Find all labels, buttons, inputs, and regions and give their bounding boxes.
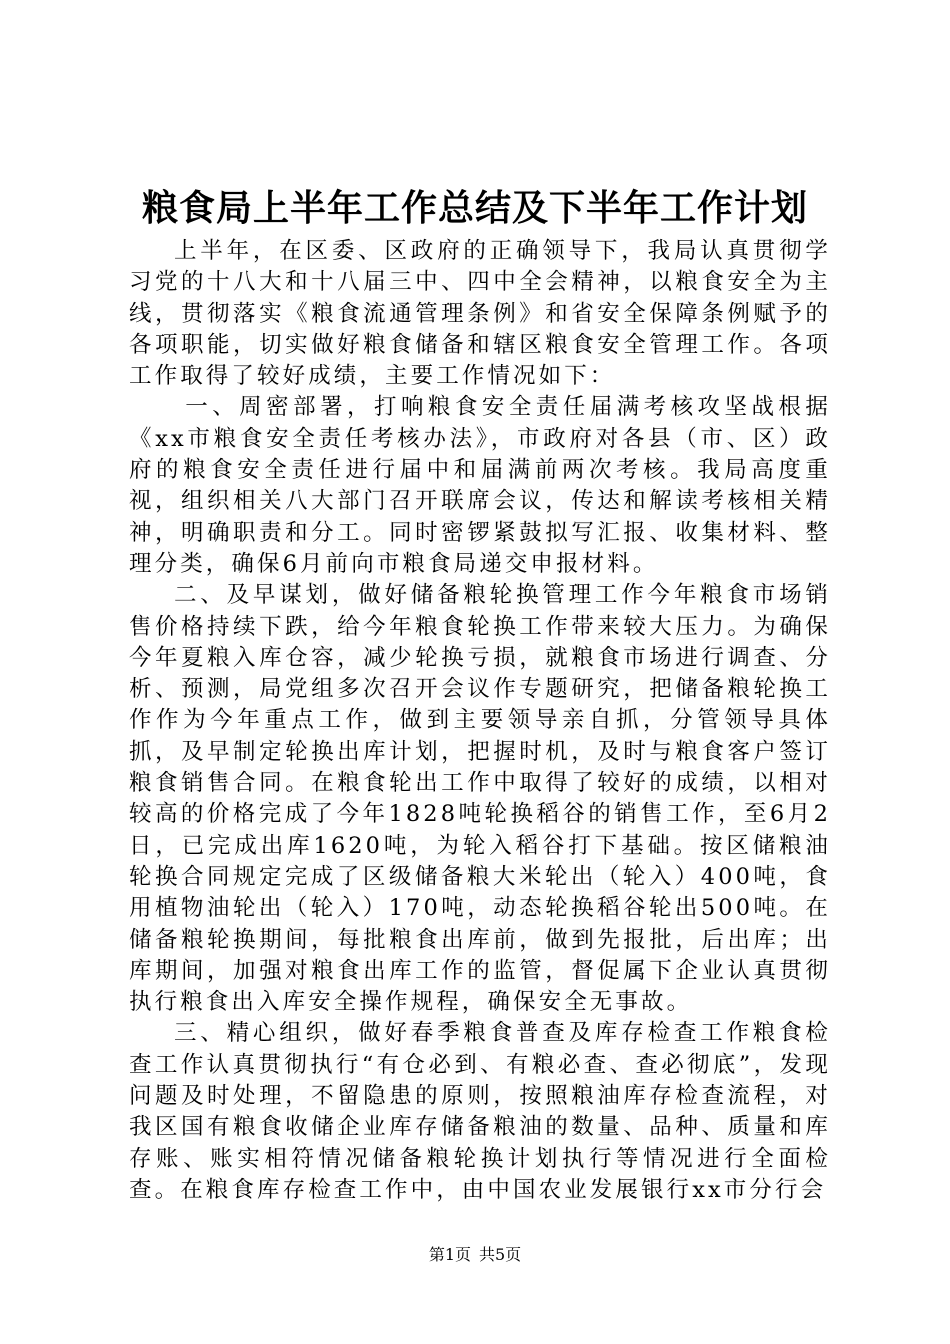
page-footer bbox=[0, 1244, 950, 1266]
page-total: 共5页 bbox=[479, 1245, 522, 1264]
document-title: 粮食局上半年工作总结及下半年工作计划 bbox=[141, 187, 808, 229]
page-number: 第1页 bbox=[428, 1245, 471, 1264]
document-body bbox=[129, 236, 831, 1206]
paragraph-intro: 上半年，在区委、区政府的正确领导下，我局认真贯彻学习党的十八大和十八届三中、四中全会精神，以粮食安全为主线，贯彻落实《粮食流通管理条例》和省安全保障条例赋予的各项职能，切实做好粮食储备和辖区粮食安全管理工作。各项工作取得了较好成绩，主要工作情况如下： bbox=[129, 238, 831, 390]
paragraph-section-2: 二、及早谋划，做好储备粮轮换管理工作今年粮食市场销售价格持续下跌，给今年粮食轮换工作带来较大压力。为确保今年夏粮入库仓容，减少轮换亏损，就粮食市场进行调查、分析、预测，局党组多次召开会议作专题研究，把储备粮轮换工作作为今年重点工作，做到主要领导亲自抓，分管领导具体抓，及早制定轮换出库计划，把握时机，及时与粮食客户签订粮食销售合同。在粮食轮出工作中取得了较好的成绩，以相对较高的价格完成了今年1828吨轮换稻谷的销售工作，至6月2日，已完成出库1620吨，为轮入稻谷打下基础。按区储粮油轮换合同规定完成了区级储备粮大米轮出（轮入）400吨，食用植物油轮出（轮入）170吨，动态轮换稻谷轮出500吨。在储备粮轮换期间，每批粮食出库前，做到先报批，后出库；出库期间，加强对粮食出库工作的监管，督促属下企业认真贯彻执行粮食出入库安全操作规程，确保安全无事故。 bbox=[129, 582, 831, 1016]
paragraph-section-3: 三、精心组织，做好春季粮食普查及库存检查工作粮食检查工作认真贯彻执行“有仓必到、有粮必查、查必彻底”，发现问题及时处理，不留隐患的原则，按照粮油库存检查流程，对我区国有粮食收储企业库存储备粮油的数量、品种、质量和库存账、账实相符情况储备粮轮换计划执行等情况进行全面检查。在粮食库存检查工作中，由中国农业发展银行xx市分行会 bbox=[129, 1020, 831, 1203]
paragraph-section-1: 一、周密部署，打响粮食安全责任届满考核攻坚战根据《xx市粮食安全责任考核办法》，市政府对各县（市、区）政府的粮食安全责任进行届中和届满前两次考核。我局高度重视，组织相关八大部门召开联席会议，传达和解读考核相关精神，明确职责和分工。同时密锣紧鼓拟写汇报、收集材料、整理分类，确保6月前向市粮食局递交申报材料。 bbox=[129, 394, 831, 577]
